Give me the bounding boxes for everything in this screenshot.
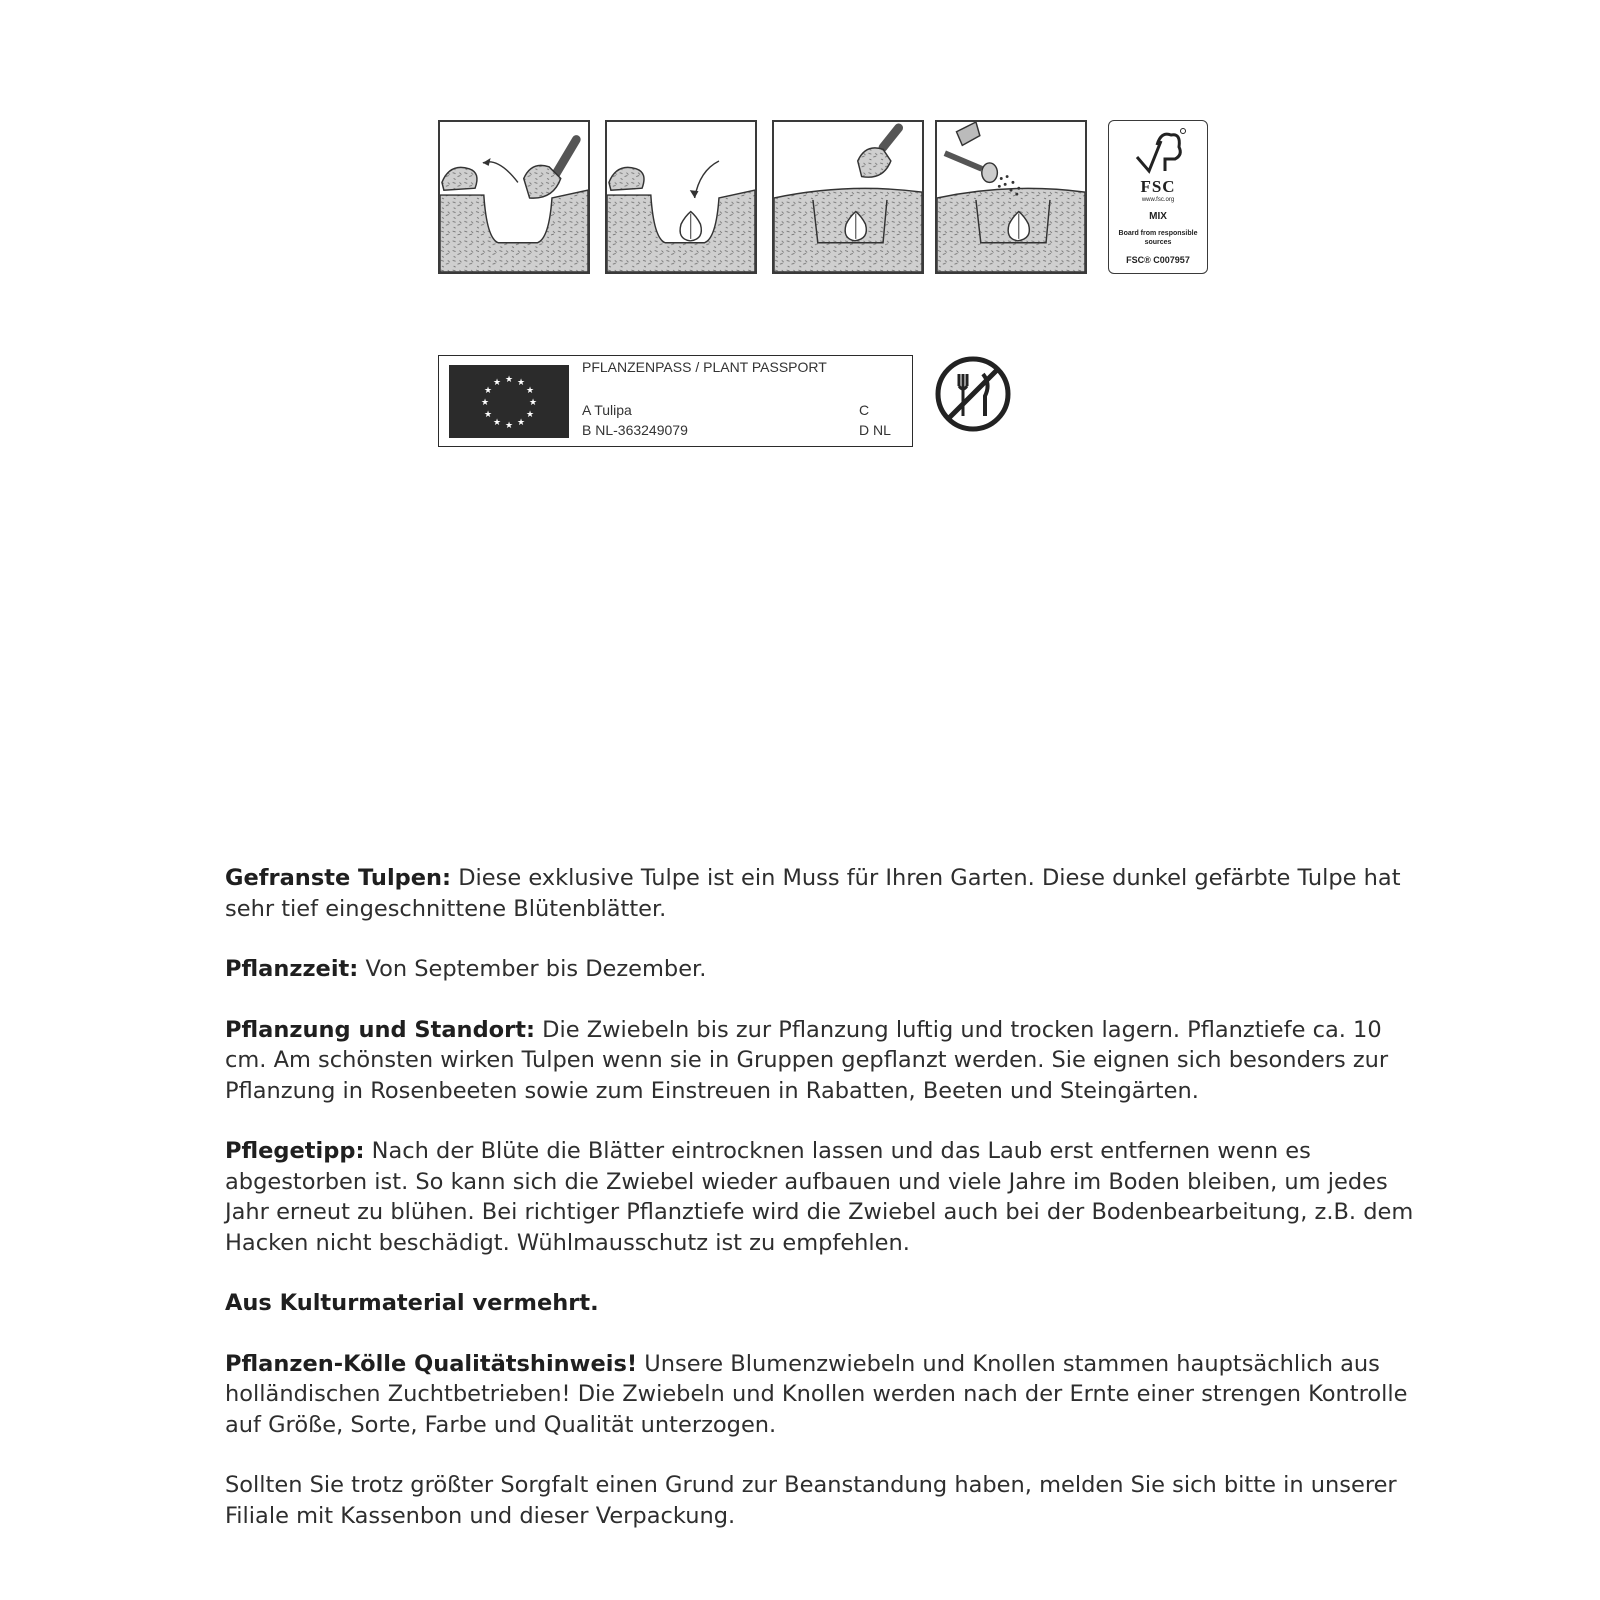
fsc-label (1108, 120, 1208, 274)
passport-c: C (859, 402, 870, 418)
not-edible-icon (933, 354, 1013, 434)
paragraph: Sollten Sie trotz größter Sorgfalt einen Grund zur Beanstandung haben, melden Sie sich bitte in unserer Filiale mit Kassenbon und dieser Verpackung. (225, 1472, 1397, 1529)
passport-d: D NL (859, 422, 891, 438)
instructions-text (225, 863, 1425, 1561)
svg-text:★: ★ (516, 378, 526, 388)
eu-flag-icon (449, 365, 569, 438)
paragraph: Pflanzen-Kölle Qualitätshinweis! Unsere Blumenzwiebeln und Knollen stammen hauptsächlich aus holländischen Zuchtbetrieben! Die Zwiebeln und Knollen werden nach der Ernte einer strengen Kontrolle auf Größe, Sorte, Farbe und Qualität unterzogen. (225, 1350, 1408, 1438)
passport-b: B NL-363249079 (582, 422, 688, 438)
step-place-bulb-illustration (605, 120, 757, 274)
paragraph: Pflanzzeit: Von September bis Dezember. (225, 956, 707, 982)
paragraph: Aus Kulturmaterial vermehrt. (225, 1290, 599, 1316)
passport-a: A Tulipa (582, 402, 632, 418)
svg-text:★: ★ (492, 378, 502, 388)
fsc-mix: MIX (1149, 211, 1167, 222)
paragraph: Gefranste Tulpen: Diese exklusive Tulpe ist ein Muss für Ihren Garten. Diese dunkel gefärbte Tulpe hat sehr tief eingeschnittene Blütenblätter. (225, 865, 1401, 922)
svg-text:★: ★ (504, 421, 514, 431)
step-dig-hole-illustration (438, 120, 590, 274)
fsc-logo-text: FSC (1140, 177, 1176, 196)
svg-text:★: ★ (516, 418, 526, 428)
fsc-tree-icon (1131, 127, 1187, 177)
svg-text:★: ★ (480, 398, 490, 408)
paragraph: Pflegetipp: Nach der Blüte die Blätter eintrocknen lassen und das Laub erst entfernen wenn es abgestorben ist. So kann sich die Zwiebel wieder aufbauen und viele Jahre im Boden bleiben, um jedes Jahr erneut zu blühen. Bei richtiger Pflanztiefe wird die Zwiebel auch bei der Bodenbearbeitung, z.B. dem Hacken nicht beschädigt. Wühlmausschutz ist zu empfehlen. (225, 1138, 1414, 1256)
step-water-illustration (935, 120, 1087, 274)
step-cover-soil-illustration (772, 120, 924, 274)
paragraph: Pflanzung und Standort: Die Zwiebeln bis zur Pflanzung luftig und trocken lagern. Pflanztiefe ca. 10 cm. Am schönsten wirken Tulpen wenn sie in Gruppen gepflanzt werden. Sie eignen sich besonders zur Pflanzung in Rosenbeeten sowie zum Einstreuen in Rabatten, Beeten und Steingärten. (225, 1016, 1389, 1104)
fsc-code: FSC® C007957 (1126, 255, 1190, 265)
fsc-board-text: Board from responsible sources (1118, 230, 1198, 246)
svg-text:★: ★ (483, 386, 493, 396)
fsc-url: www.fsc.org (1141, 197, 1175, 203)
svg-text:★: ★ (525, 410, 535, 420)
svg-text:★: ★ (504, 375, 514, 385)
svg-text:★: ★ (483, 410, 493, 420)
passport-title: PFLANZENPASS / PLANT PASSPORT (582, 359, 827, 375)
plant-passport (438, 355, 913, 447)
svg-text:★: ★ (528, 398, 538, 408)
svg-text:★: ★ (492, 418, 502, 428)
svg-text:★: ★ (525, 386, 535, 396)
